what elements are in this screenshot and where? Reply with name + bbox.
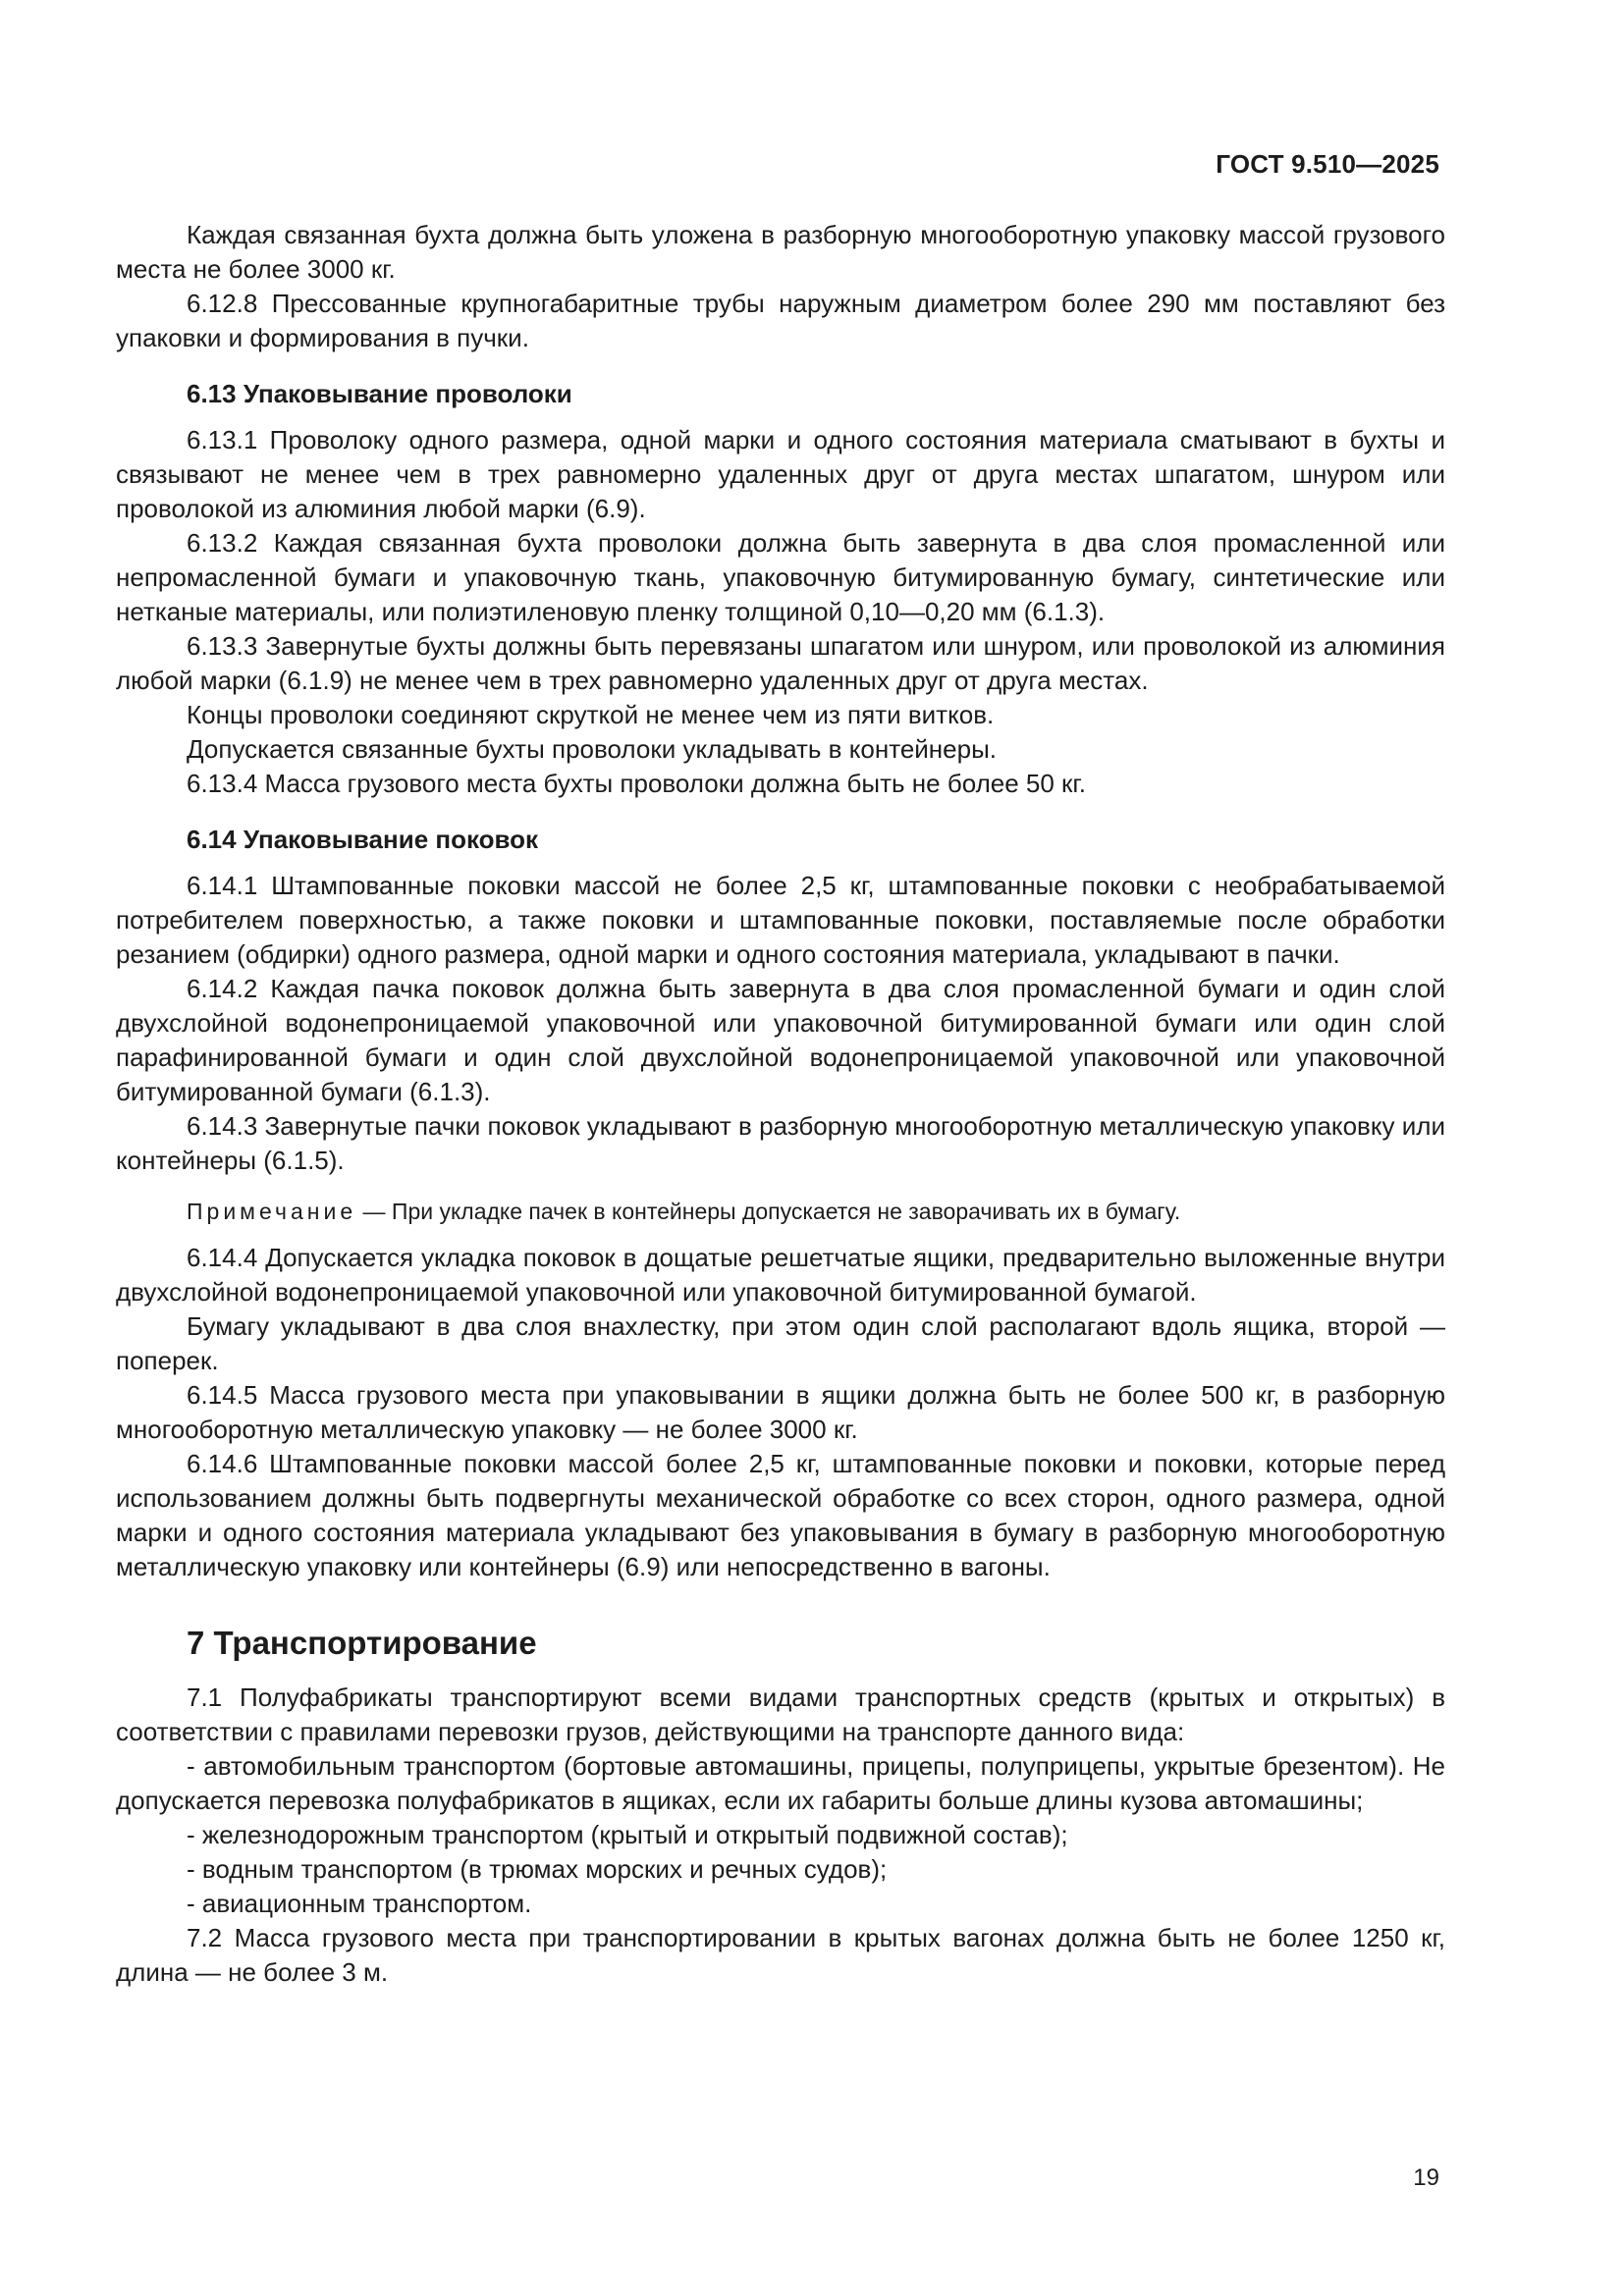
list-item: - железнодорожным транспортом (крытый и открытый подвижной состав);	[187, 1820, 1068, 1849]
note	[116, 1196, 1445, 1227]
document-code-header: ГОСТ 9.510—2025	[1216, 149, 1439, 179]
chapter-heading-7: 7 Транспортирование	[187, 1625, 537, 1661]
note-label: Примечание	[187, 1199, 357, 1224]
paragraph: 6.14.2 Каждая пачка поковок должна быть завернута в два слоя промасленной бумаги и один слой двухслойной водонепроницаемой упаковочной или упаковочной битумированной бумаги или один слой парафинированной бумаги и один слой двухслойной водонепроницаемой упаковочной или упаковочной битумированной бумаги (6.1.3).	[116, 974, 1445, 1106]
paragraph: Концы проволоки соединяют скруткой не менее чем из пяти витков.	[187, 700, 995, 729]
paragraph: 6.13.3 Завернутые бухты должны быть перевязаны шпагатом или шнуром, или проволокой из алюминия любой марки (6.1.9) не менее чем в трех равномерно удаленных друг от друга местах.	[116, 631, 1445, 695]
paragraph: 6.14.3 Завернутые пачки поковок укладывают в разборную многооборотную металлическую упаковку или контейнеры (6.1.5).	[116, 1111, 1445, 1175]
section-heading-6-13: 6.13 Упаковывание проволоки	[187, 379, 572, 408]
paragraph: Бумагу укладывают в два слоя внахлестку, при этом один слой располагают вдоль ящика, второй — поперек.	[116, 1311, 1445, 1375]
paragraph: 7.1 Полуфабрикаты транспортируют всеми видами транспортных средств (крытых и открытых) в соответствии с правилами перевозки грузов, действующими на транспорте данного вида:	[116, 1682, 1445, 1746]
note-text: — При укладке пачек в контейнеры допускается не заворачивать их в бумагу.	[356, 1199, 1181, 1224]
paragraph: Допускается связанные бухты проволоки укладывать в контейнеры.	[187, 734, 997, 764]
list-item: - авиационным транспортом.	[187, 1889, 532, 1918]
section-heading-6-14: 6.14 Упаковывание поковок	[187, 825, 539, 854]
list-item: - водным транспортом (в трюмах морских и речных судов);	[187, 1854, 888, 1884]
paragraph: 6.14.6 Штампованные поковки массой более 2,5 кг, штампованные поковки и поковки, которые перед использованием должны быть подвергнуты механической обработке со всех сторон, одного размера, одной марки и одного состояния материала укладывают без упаковывания в бумагу в разборную многооборотную металлическую упаковку или контейнеры (6.9) или непосредственно в вагоны.	[116, 1449, 1445, 1581]
paragraph: 6.14.4 Допускается укладка поковок в дощатые решетчатые ящики, предварительно выложенные внутри двухслойной водонепроницаемой упаковочной или упаковочной битумированной бумагой.	[116, 1243, 1445, 1307]
list-item: - автомобильным транспортом (бортовые автомашины, прицепы, полуприцепы, укрытые брезентом). Не допускается перевозка полуфабрикатов в ящиках, если их габариты больше длины кузова автомашины;	[116, 1751, 1445, 1815]
paragraph: Каждая связанная бухта должна быть уложена в разборную многооборотную упаковку массой грузового места не более 3000 кг.	[116, 220, 1445, 284]
page-number: 19	[1413, 2164, 1439, 2191]
paragraph: 6.13.4 Масса грузового места бухты проволоки должна быть не более 50 кг.	[187, 769, 1086, 798]
paragraph: 6.12.8 Прессованные крупногабаритные трубы наружным диаметром более 290 мм поставляют без упаковки и формирования в пучки.	[116, 289, 1445, 352]
paragraph: 7.2 Масса грузового места при транспортировании в крытых вагонах должна быть не более 1250 кг, длина — не более 3 м.	[116, 1923, 1445, 1987]
paragraph: 6.14.5 Масса грузового места при упаковывании в ящики должна быть не более 500 кг, в разборную многооборотную металлическую упаковку — не более 3000 кг.	[116, 1380, 1445, 1444]
page-content	[116, 218, 1445, 1990]
paragraph: 6.13.2 Каждая связанная бухта проволоки должна быть завернута в два слоя промасленной или непромасленной бумаги и упаковочную ткань, упаковочную битумированную бумагу, синтетические или нетканые материалы, или полиэтиленовую пленку толщиной 0,10—0,20 мм (6.1.3).	[116, 528, 1445, 626]
paragraph: 6.13.1 Проволоку одного размера, одной марки и одного состояния материала сматывают в бухты и связывают не менее чем в трех равномерно удаленных друг от друга местах шпагатом, шнуром или проволокой из алюминия любой марки (6.9).	[116, 425, 1445, 523]
paragraph: 6.14.1 Штампованные поковки массой не более 2,5 кг, штампованные поковки с необрабатываемой потребителем поверхностью, а также поковки и штампованные поковки, поставляемые после обработки резанием (обдирки) одного размера, одной марки и одного состояния материала, укладывают в пачки.	[116, 871, 1445, 969]
